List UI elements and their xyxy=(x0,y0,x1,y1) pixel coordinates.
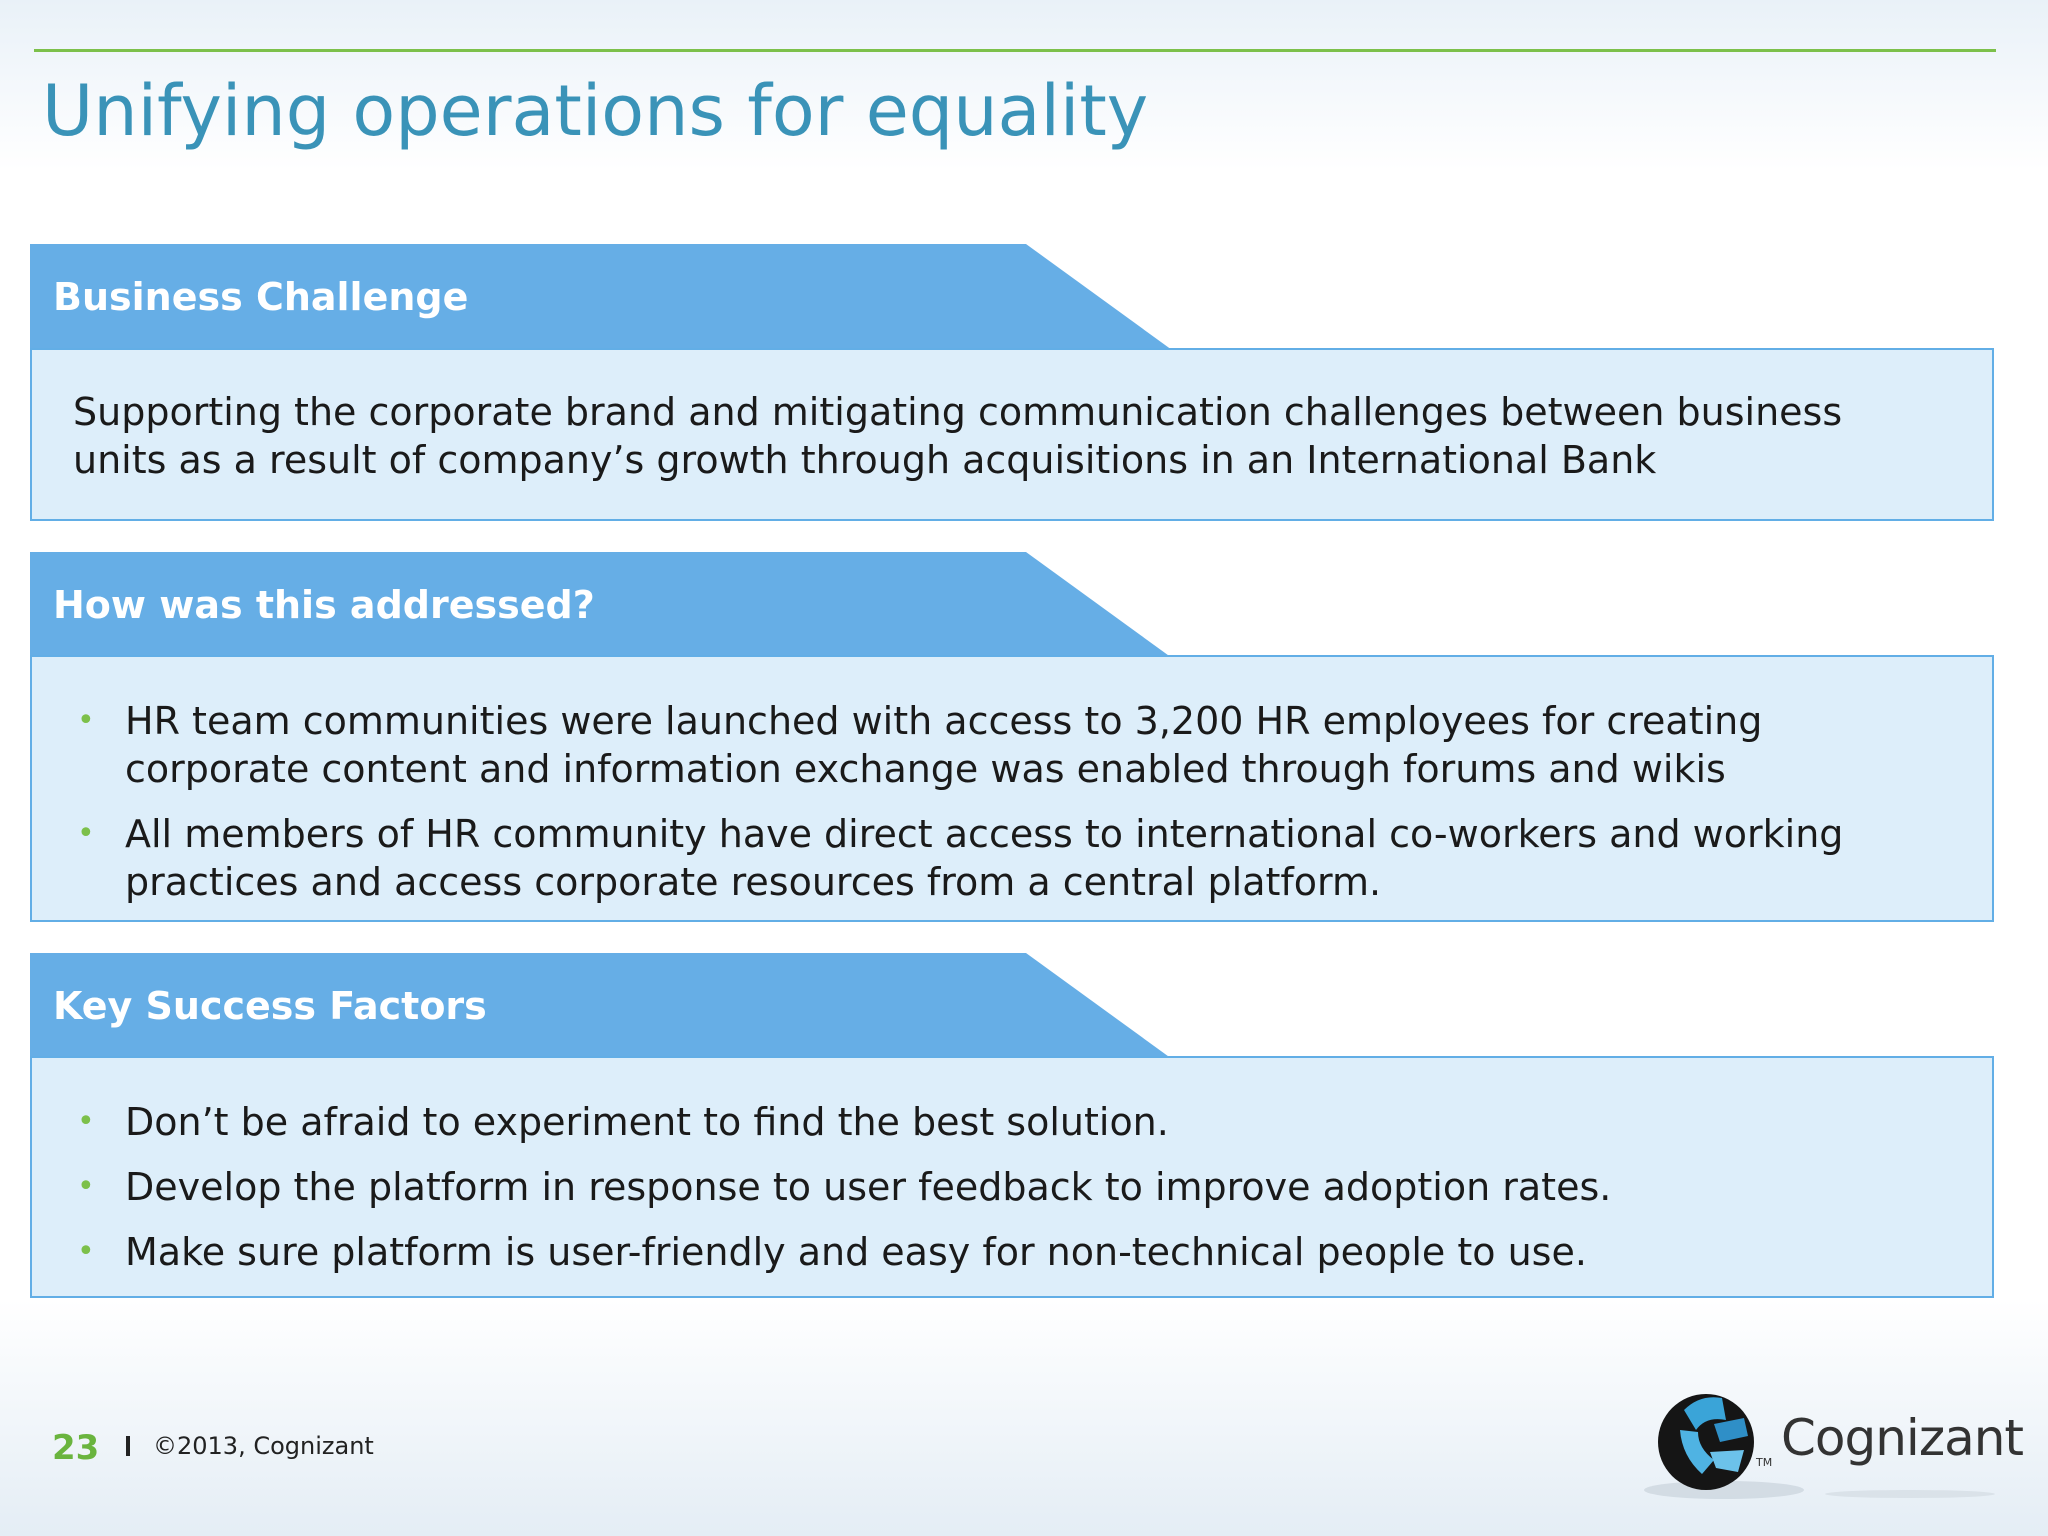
bullet-icon: • xyxy=(77,1234,95,1269)
section-heading: How was this addressed? xyxy=(53,583,595,627)
list-item-text: Develop the platform in response to user feedback to improve adoption rates. xyxy=(125,1165,1612,1209)
list-item xyxy=(73,1228,1952,1276)
bullet-icon: • xyxy=(77,1169,95,1204)
footer-divider xyxy=(126,1436,130,1456)
top-rule xyxy=(34,49,1996,52)
page-number: 23 xyxy=(52,1428,100,1468)
bullet-icon: • xyxy=(77,1104,95,1139)
section-body xyxy=(30,655,1994,922)
section-key-success-factors xyxy=(30,953,1998,1298)
section-body xyxy=(30,348,1994,521)
list-item-text: Don’t be afraid to experiment to find the best solution. xyxy=(125,1100,1169,1144)
section-tab xyxy=(30,552,1998,660)
bullet-list xyxy=(73,697,1952,923)
page-title: Unifying operations for equality xyxy=(42,70,1149,152)
section-heading: Business Challenge xyxy=(53,275,469,319)
list-item-text: All members of HR community have direct access to international co-workers and working practices and access corporate resources from a central platform. xyxy=(125,812,1844,904)
section-how-addressed xyxy=(30,552,1998,922)
section-heading: Key Success Factors xyxy=(53,984,487,1028)
copyright-text: ©2013, Cognizant xyxy=(153,1432,374,1460)
logo-trademark: TM xyxy=(1756,1456,1773,1469)
bullet-icon: • xyxy=(77,703,95,738)
logo-wordmark: Cognizant xyxy=(1781,1409,2024,1467)
list-item-text: Make sure platform is user-friendly and easy for non-technical people to use. xyxy=(125,1230,1587,1274)
section-body xyxy=(30,1056,1994,1298)
section-text: Supporting the corporate brand and mitigating communication challenges between business units as a result of company’s growth through acquisitions in an International Bank xyxy=(73,390,1843,482)
list-item-text: HR team communities were launched with access to 3,200 HR employees for creating corporate content and information exchange was enabled through forums and wikis xyxy=(125,699,1763,791)
section-business-challenge xyxy=(30,244,1998,521)
list-item xyxy=(73,1098,1952,1146)
list-item xyxy=(73,697,1952,793)
section-tab xyxy=(30,953,1998,1061)
cognizant-logo xyxy=(1640,1370,2024,1520)
list-item xyxy=(73,1163,1952,1211)
list-item xyxy=(73,810,1952,906)
section-tab xyxy=(30,244,1998,352)
bullet-list xyxy=(73,1098,1952,1293)
bullet-icon: • xyxy=(77,816,95,851)
